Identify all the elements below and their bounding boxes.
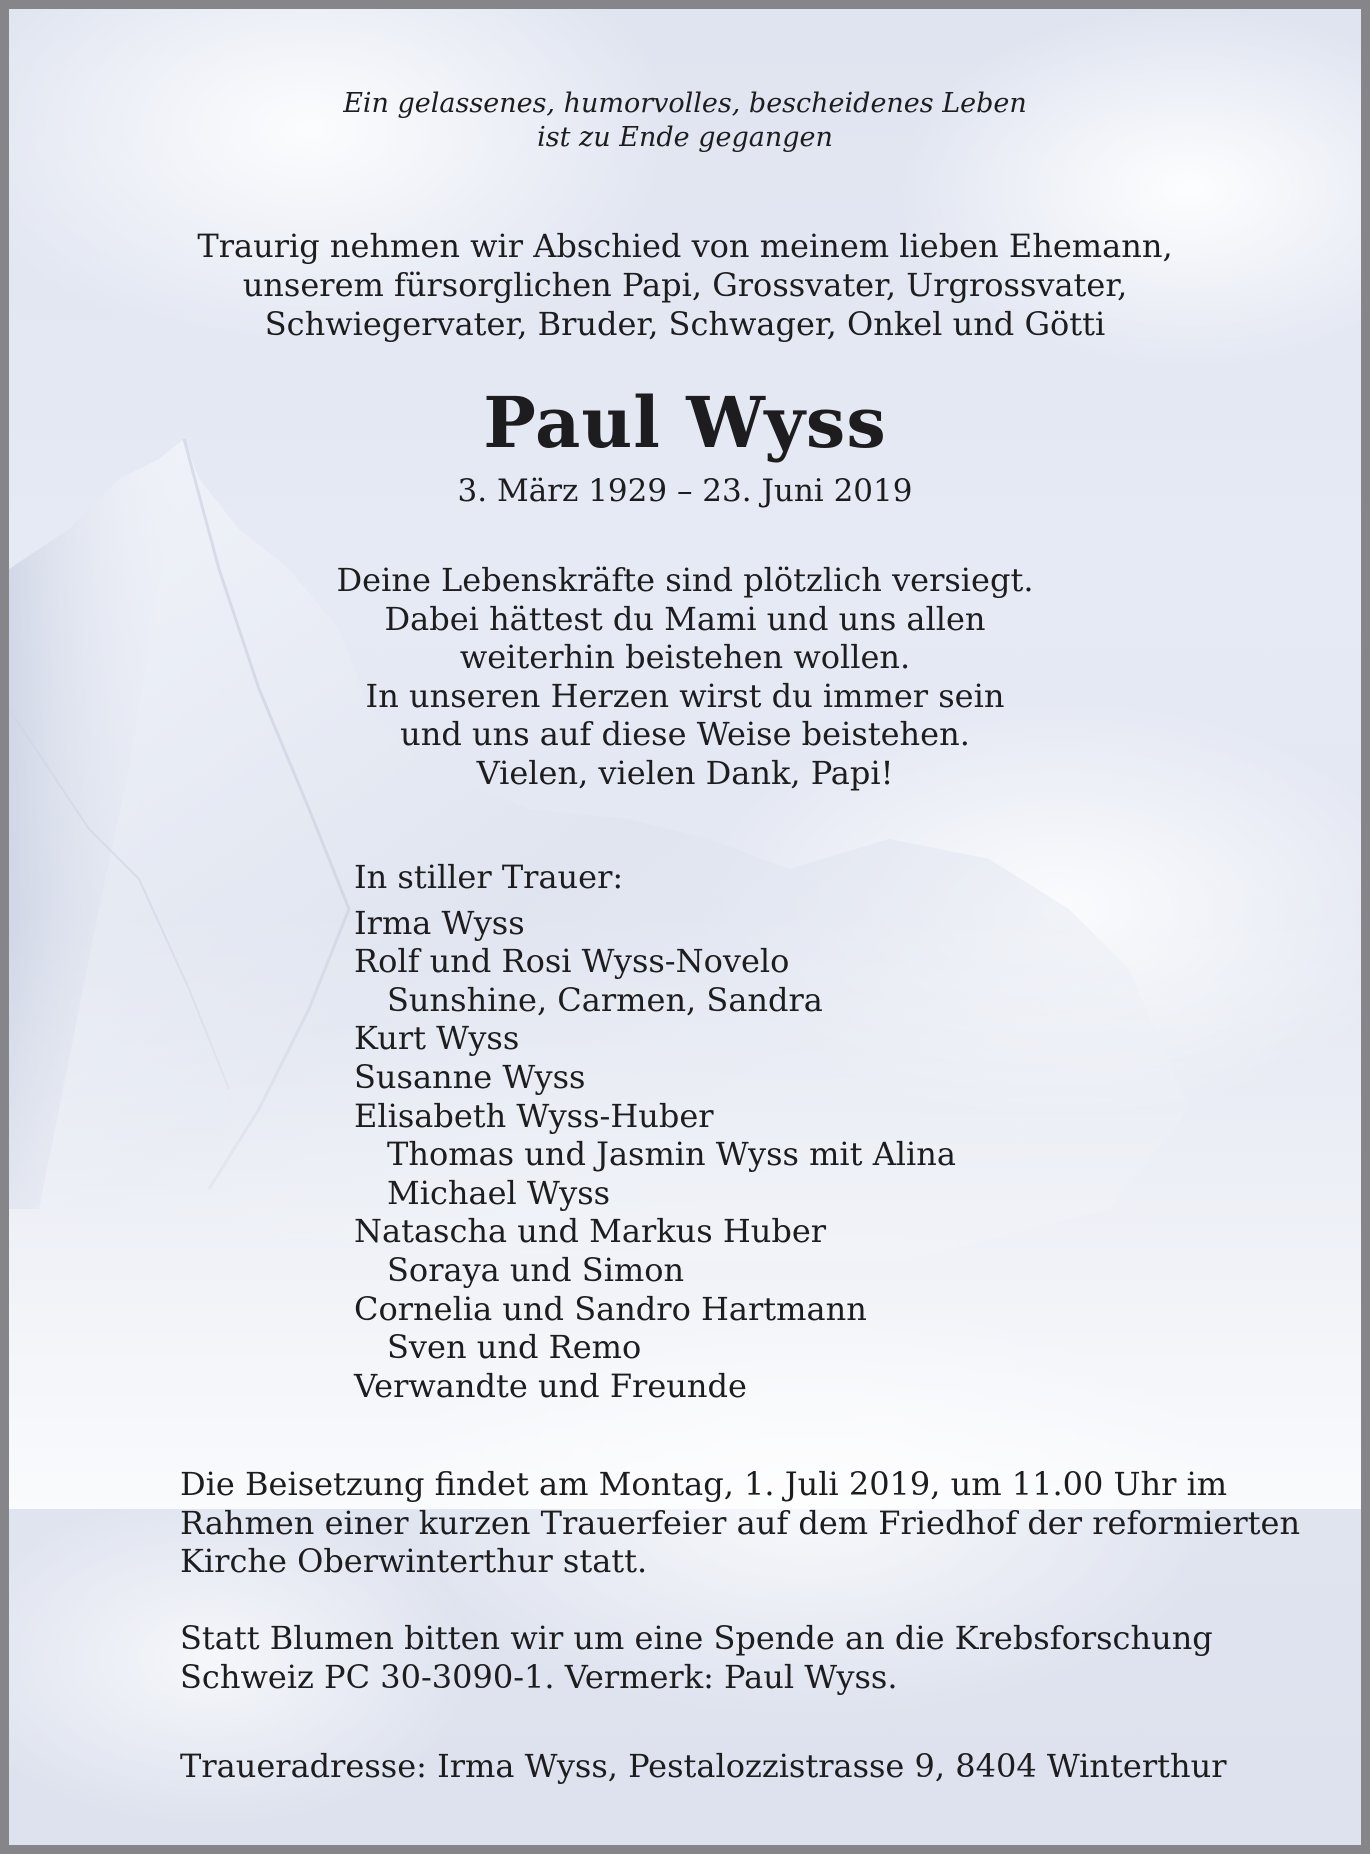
address-line: Traueradresse: Irma Wyss, Pestalozzistrasse 9, 8404 Winterthur [180,1747,1227,1785]
list-item: Natascha und Markus Huber [354,1212,827,1251]
list-item: Cornelia und Sandro Hartmann [354,1289,867,1328]
intro-line: ist zu Ende gegangen [537,122,833,153]
list-item: Sunshine, Carmen, Sandra [387,980,823,1019]
burial-line: Kirche Oberwinterthur statt. [180,1542,648,1581]
list-item: Irma Wyss [354,903,525,942]
donation-line: Schweiz PC 30-3090-1. Vermerk: Paul Wyss. [180,1657,898,1696]
list-item: Michael Wyss [387,1173,611,1212]
list-item: Elisabeth Wyss-Huber [354,1096,714,1135]
list-item: Thomas und Jasmin Wyss mit Alina [387,1135,956,1174]
life-dates: 3. März 1929 – 23. Juni 2019 [457,473,913,509]
poem-line: und uns auf diese Weise beistehen. [400,715,970,754]
burial-notice [180,1465,1330,1581]
announcement-text [9,227,1361,344]
intro-quote [9,87,1361,155]
memorial-poem [9,561,1361,793]
poem-line: In unseren Herzen wirst du immer sein [365,676,1005,715]
donation-notice [180,1619,1330,1696]
list-item: Sven und Remo [387,1328,642,1367]
deceased-name: Paul Wyss [483,381,887,464]
poem-line: weiterhin beistehen wollen. [459,638,911,677]
burial-line: Die Beisetzung findet am Montag, 1. Juli 2019, um 11.00 Uhr im [180,1465,1228,1503]
list-item: Kurt Wyss [354,1019,520,1058]
poem-line: Vielen, vielen Dank, Papi! [476,753,894,792]
announcement-line: Schwiegervater, Bruder, Schwager, Onkel und Götti [264,305,1106,343]
mourners-heading: In stiller Trauer: [354,858,624,896]
list-item: Susanne Wyss [354,1057,586,1096]
donation-line: Statt Blumen bitten wir um eine Spende an die Krebsforschung [180,1619,1213,1657]
poem-line: Deine Lebenskräfte sind plötzlich versiegt. [336,561,1034,599]
announcement-line: Traurig nehmen wir Abschied von meinem lieben Ehemann, [197,227,1173,265]
poem-line: Dabei hättest du Mami und uns allen [384,599,986,638]
list-item: Rolf und Rosi Wyss-Novelo [354,942,790,981]
intro-line: Ein gelassenes, humorvolles, bescheidenes Leben [343,88,1027,119]
burial-line: Rahmen einer kurzen Trauerfeier auf dem Friedhof der reformierten [180,1503,1301,1542]
announcement-line: unserem fürsorglichen Papi, Grossvater, Urgrossvater, [242,266,1128,304]
mourning-address [180,1747,1330,1786]
mourners-list [354,858,956,1405]
list-item: Soraya und Simon [387,1250,685,1289]
list-item: Verwandte und Freunde [354,1366,747,1405]
